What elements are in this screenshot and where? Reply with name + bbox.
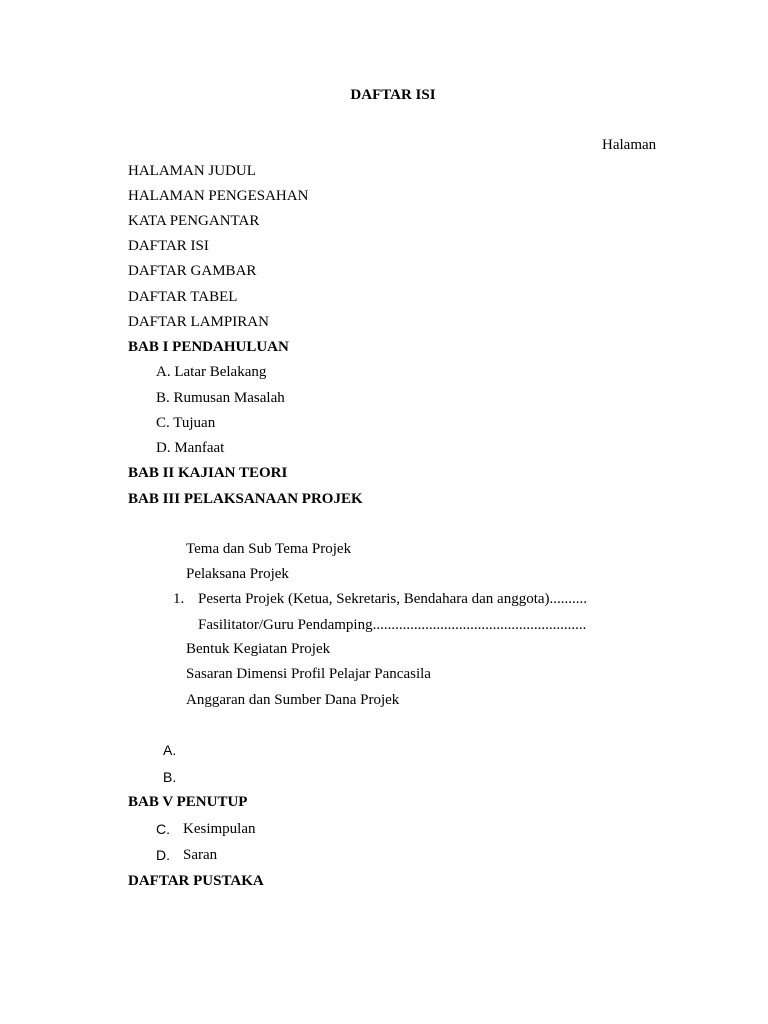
toc-entry: DAFTAR LAMPIRAN	[128, 314, 269, 330]
page-column-header: Halaman	[602, 137, 657, 153]
chapter-heading: BAB I PENDAHULUAN	[128, 339, 289, 355]
toc-subentry: Saran	[183, 847, 218, 863]
toc-entry: DAFTAR TABEL	[128, 289, 238, 305]
toc-subentry: A. Latar Belakang	[156, 364, 267, 380]
toc-entry: DAFTAR GAMBAR	[128, 263, 257, 279]
toc-entry: HALAMAN JUDUL	[128, 163, 256, 179]
toc-subentry-number: 1.	[173, 591, 185, 607]
toc-entry: KATA PENGANTAR	[128, 213, 260, 229]
toc-subentry: Kesimpulan	[183, 821, 256, 837]
list-marker: C.	[156, 821, 170, 837]
toc-subentry: D. Manfaat	[156, 440, 225, 456]
list-marker: A.	[163, 742, 177, 758]
toc-subentry: Anggaran dan Sumber Dana Projek	[186, 692, 400, 708]
chapter-heading: DAFTAR PUSTAKA	[128, 873, 264, 889]
toc-entry: HALAMAN PENGESAHAN	[128, 188, 309, 204]
toc-subentry: Sasaran Dimensi Profil Pelajar Pancasila	[186, 666, 431, 682]
toc-subentry: Fasilitator/Guru Pendamping.........................................................	[198, 617, 587, 633]
toc-subentry: Bentuk Kegiatan Projek	[186, 641, 331, 657]
toc-subentry: Tema dan Sub Tema Projek	[186, 541, 352, 557]
list-marker: B.	[163, 769, 177, 785]
list-marker: D.	[156, 847, 170, 863]
chapter-heading: BAB III PELAKSANAAN PROJEK	[128, 491, 363, 507]
toc-subentry: Pelaksana Projek	[186, 566, 289, 582]
page-title: DAFTAR ISI	[350, 87, 436, 103]
toc-subentry: C. Tujuan	[156, 415, 216, 431]
toc-entry: DAFTAR ISI	[128, 238, 209, 254]
toc-subentry: B. Rumusan Masalah	[156, 390, 285, 406]
toc-subentry: Peserta Projek (Ketua, Sekretaris, Bendahara dan anggota)..........	[198, 591, 588, 607]
chapter-heading: BAB V PENUTUP	[128, 794, 248, 810]
chapter-heading: BAB II KAJIAN TEORI	[128, 465, 288, 481]
